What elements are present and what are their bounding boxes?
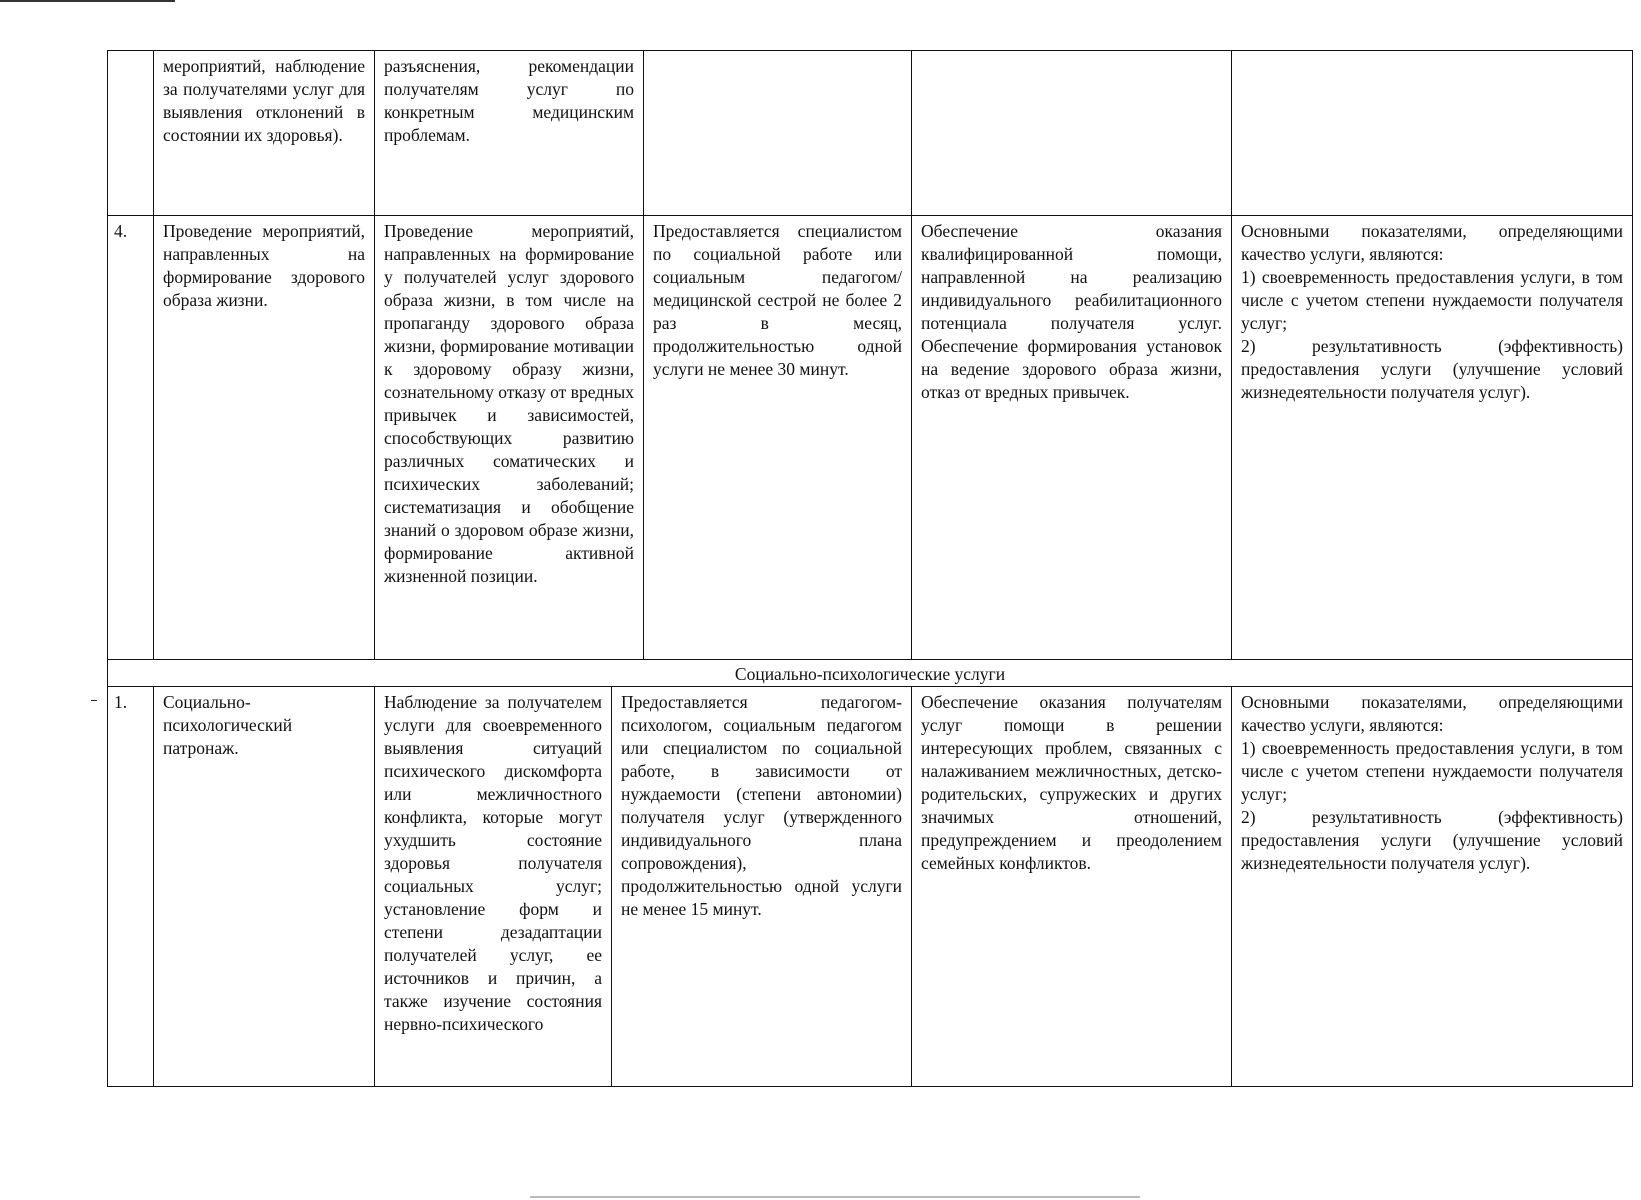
table-row xyxy=(108,51,1633,216)
services-table xyxy=(107,50,1633,1087)
indicators-item-1: 1) своевременность предоставления услуги, в том числе с учетом степени нуждаемости получателя услуг; xyxy=(1241,267,1624,333)
service-name: Проведение мероприятий, направленных на формирование здорового образа жизни. xyxy=(154,216,375,660)
indicators-item-2: 2) результативность (эффективность) предоставления услуги (улучшение условий жизнедеятельности получателя услуг). xyxy=(1241,807,1624,873)
row-number: 4. xyxy=(108,216,154,660)
service-conditions: Предоставляется педагогом-психологом, социальным педагогом или специалистом по социальной работе, в зависимости от нуждаемости (степени автономии) получателя услуг (утвержденного индивидуального плана сопровождения), продолжительностью одной услуги не менее 15 минут. xyxy=(612,687,912,1087)
service-name: мероприятий, наблюдение за получателями услуг для выявления отклонений в состоянии их здоровья). xyxy=(154,51,375,216)
service-result: Обеспечение оказания квалифицированной помощи, направленной на реализацию индивидуального реабилитационного потенциала получателя услуг. Обеспечение формирования установок на ведение здорового образа жизни, отказ от вредных привычек. xyxy=(912,216,1232,660)
service-indicators xyxy=(1232,51,1633,216)
service-conditions: Предоставляется специалистом по социальной работе или социальным педагогом/медицинской сестрой не более 2 раз в месяц, продолжительностью одной услуги не менее 30 минут. xyxy=(644,216,912,660)
indicators-item-2: 2) результативность (эффективность) предоставления услуги (улучшение условий жизнедеятельности получателя услуг). xyxy=(1241,336,1624,402)
table-row xyxy=(108,687,1633,1087)
table-row xyxy=(108,216,1633,660)
service-name: Социально-психологический патронаж. xyxy=(154,687,375,1087)
service-content: разъяснения, рекомендации получателям услуг по конкретным медицинским проблемам. xyxy=(375,51,644,216)
section-title: Социально-психологические услуги xyxy=(108,660,1633,687)
service-content: Проведение мероприятий, направленных на формирование у получателей услуг здорового образа жизни, в том числе на пропаганду здорового образа жизни, формирование мотивации к здоровому образу жизни, сознательному отказу от вредных привычек и зависимостей, способствующих развитию различных соматических и психических заболеваний; систематизация и обобщение знаний о здоровом образе жизни, формирование активной жизненной позиции. xyxy=(375,216,644,660)
indicators-intro: Основными показателями, определяющими качество услуги, являются: xyxy=(1241,221,1624,264)
scan-edge-line xyxy=(530,1196,1140,1198)
section-header-row xyxy=(108,660,1633,687)
service-indicators xyxy=(1232,216,1633,660)
scan-edge-line xyxy=(0,0,175,2)
indicators-intro: Основными показателями, определяющими качество услуги, являются: xyxy=(1241,692,1624,735)
service-result: Обеспечение оказания получателям услуг помощи в решении интересующих проблем, связанных с налаживанием межличностных, детско-родительских, супружеских и других значимых отношений, предупреждением и преодолением семейных конфликтов. xyxy=(912,687,1232,1087)
service-conditions xyxy=(644,51,912,216)
row-number: 1. xyxy=(108,687,154,1087)
service-result xyxy=(912,51,1232,216)
service-indicators xyxy=(1232,687,1633,1087)
service-content: Наблюдение за получателем услуги для своевременного выявления ситуаций психического дискомфорта или межличностного конфликта, которые могут ухудшить состояние здоровья получателя социальных услуг; установление форм и степени дезадаптации получателей услуг, ее источников и причин, а также изучение состояния нервно-психического xyxy=(375,687,612,1087)
scan-mark xyxy=(91,700,97,701)
row-number xyxy=(108,51,154,216)
indicators-item-1: 1) своевременность предоставления услуги, в том числе с учетом степени нуждаемости получателя услуг; xyxy=(1241,738,1624,804)
